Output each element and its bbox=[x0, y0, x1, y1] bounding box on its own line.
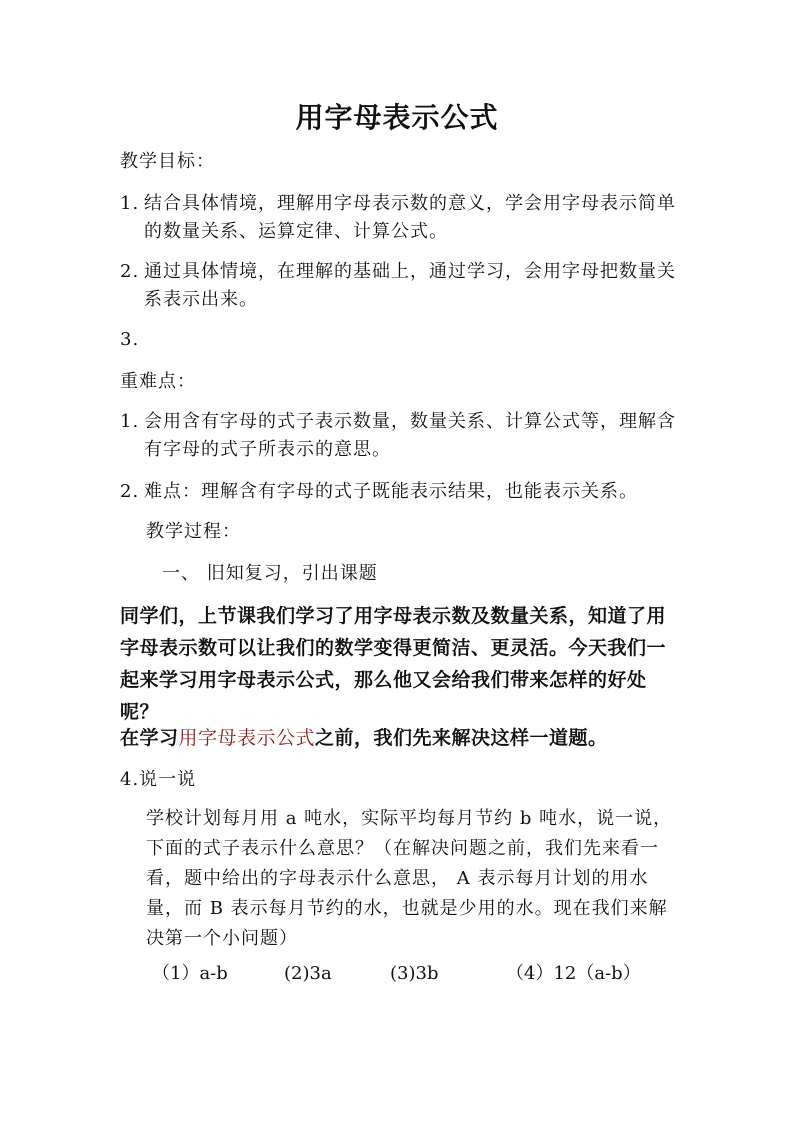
goal-item-2 bbox=[120, 258, 680, 314]
section-heading: 一、 旧知复习，引出课题 bbox=[162, 563, 378, 584]
key-point-item-1 bbox=[120, 408, 680, 464]
page-title: 用字母表示公式 bbox=[295, 101, 499, 134]
process-heading: 教学过程： bbox=[146, 521, 241, 542]
key-point-item-2 bbox=[120, 478, 680, 506]
formula-item: (2)3a bbox=[284, 963, 332, 984]
key-point-text: 会用含有字母的式子表示数量，数量关系、计算公式等，理解含有字母的式子所表示的意思。 bbox=[144, 411, 676, 460]
transition-sentence bbox=[120, 722, 608, 754]
transition-prefix: 在学习 bbox=[120, 727, 179, 749]
goals-heading: 教学目标： bbox=[120, 151, 215, 172]
key-point-number: 2. bbox=[120, 481, 140, 502]
say-heading: 4.说一说 bbox=[120, 769, 197, 790]
goal-number: 3. bbox=[120, 329, 140, 350]
formula-item: （1）a-b bbox=[152, 963, 228, 984]
transition-suffix: 之前，我们先来解决这样一道题。 bbox=[315, 727, 608, 749]
goal-number: 1. bbox=[120, 193, 140, 214]
key-points-heading: 重难点： bbox=[120, 371, 196, 392]
goal-number: 2. bbox=[120, 261, 140, 282]
formula-item: （4）12（a-b） bbox=[506, 963, 641, 984]
goal-text: 通过具体情境，在理解的基础上，通过学习，会用字母把数量关系表示出来。 bbox=[144, 261, 676, 310]
formula-item: (3)3b bbox=[390, 963, 439, 984]
transition-highlight: 用字母表示公式 bbox=[178, 727, 316, 749]
goal-text: 结合具体情境，理解用字母表示数的意义，学会用字母表示简单的数量关系、运算定律、计算公式。 bbox=[144, 193, 676, 242]
goal-item-1 bbox=[120, 190, 680, 246]
key-point-text: 难点：理解含有字母的式子既能表示结果，也能表示关系。 bbox=[144, 481, 638, 502]
problem-text: 学校计划每月用 a 吨水，实际平均每月节约 b 吨水，说一说，下面的式子表示什么意思？（在解决问题之前，我们先来看一看，题中给出的字母表示什么意思， A 表示每月计划的用水量，而 B 表示每月节约的水，也就是少用的水。现在我们来解决第一个小问题） bbox=[146, 808, 673, 949]
intro-paragraph: 同学们，上节课我们学习了用字母表示数及数量关系，知道了用字母表示数可以让我们的数学变得更简洁、更灵活。今天我们一起来学习用字母表示公式，那么他又会给我们带来怎样的好处呢？ bbox=[120, 605, 667, 723]
key-point-number: 1. bbox=[120, 411, 140, 432]
